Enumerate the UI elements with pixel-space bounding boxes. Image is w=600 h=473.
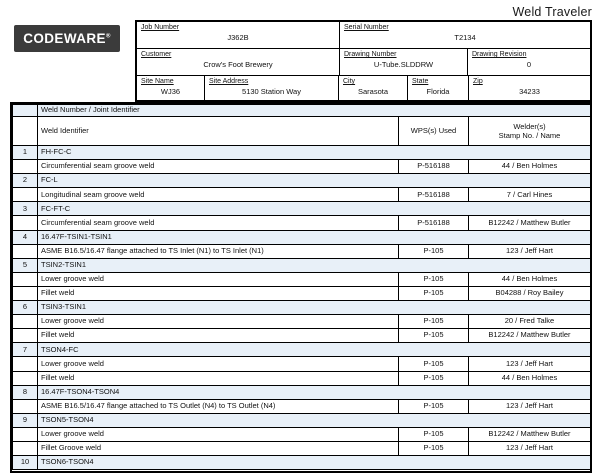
- weld-description: Fillet weld: [38, 371, 399, 385]
- weld-identifier: TSON4-FC: [38, 343, 591, 357]
- weld-detail-row: [13, 329, 591, 343]
- wps-value: P-105: [399, 441, 469, 455]
- drawing-number-cell: [340, 49, 468, 75]
- welder-value: 44 / Ben Holmes: [469, 371, 591, 385]
- row-number: 7: [13, 343, 38, 357]
- customer-value: Crow's Foot Brewery: [203, 60, 273, 69]
- weld-detail-row: [13, 427, 591, 441]
- weld-detail-row: [13, 286, 591, 300]
- site-address-value: 5130 Station Way: [242, 87, 301, 96]
- wps-value: P-105: [399, 244, 469, 258]
- row-number-empty: [13, 329, 38, 343]
- wps-value: P-105: [399, 371, 469, 385]
- wps-value: P-516188: [399, 216, 469, 230]
- welder-value: 123 / Jeff Hart: [469, 244, 591, 258]
- welder-value: 7 / Carl Hines: [469, 188, 591, 202]
- weld-table-body: [13, 105, 591, 470]
- row-number-empty: [13, 315, 38, 329]
- codeware-logo: [14, 25, 120, 52]
- weld-identifier: FH-FC-C: [38, 146, 591, 160]
- weld-group-row: [13, 385, 591, 399]
- welder-value: 44 / Ben Holmes: [469, 160, 591, 174]
- state-value: Florida: [426, 87, 450, 96]
- weld-identifier: TSIN2-TSIN1: [38, 258, 591, 272]
- weld-table: [10, 102, 592, 473]
- weld-detail-row: [13, 315, 591, 329]
- weld-description: Fillet Groove weld: [38, 441, 399, 455]
- wps-value: P-516188: [399, 160, 469, 174]
- weld-description: Longitudinal seam groove weld: [38, 188, 399, 202]
- row-number: 10: [13, 456, 38, 470]
- weld-description: Circumferential seam groove weld: [38, 160, 399, 174]
- weld-identifier: TSON5-TSON4: [38, 413, 591, 427]
- wps-value: P-105: [399, 399, 469, 413]
- registered-trademark-symbol: ®: [105, 33, 111, 40]
- city-value: Sarasota: [357, 87, 389, 96]
- row-number: 2: [13, 174, 38, 188]
- serial-number-label: Serial Number: [344, 24, 389, 31]
- welder-value: 123 / Jeff Hart: [469, 441, 591, 455]
- weld-detail-row: [13, 216, 591, 230]
- weld-identifier: FC-FT-C: [38, 202, 591, 216]
- weld-identifier: TSIN3-TSIN1: [38, 301, 591, 315]
- weld-identifier: FC-L: [38, 174, 591, 188]
- page-title: Weld Traveler: [512, 5, 592, 19]
- weld-group-row: [13, 456, 591, 470]
- zip-cell: [469, 76, 590, 102]
- zip-label: Zip: [473, 78, 483, 85]
- drawing-revision-label: Drawing Revision: [472, 51, 527, 58]
- serial-number-cell: [340, 22, 590, 48]
- row-number-empty: [13, 160, 38, 174]
- column-header-welder-line1: Welder(s): [513, 121, 546, 131]
- wps-value: P-516188: [399, 188, 469, 202]
- job-info-form: [135, 20, 592, 102]
- weld-group-row: [13, 413, 591, 427]
- row-number-empty: [13, 371, 38, 385]
- state-cell: [408, 76, 469, 102]
- welder-value: 44 / Ben Holmes: [469, 272, 591, 286]
- section-header-row: [13, 105, 591, 117]
- drawing-number-label: Drawing Number: [344, 51, 397, 58]
- city-label: City: [343, 78, 356, 85]
- row-number-header-empty: [13, 105, 38, 117]
- weld-detail-row: [13, 371, 591, 385]
- site-name-cell: [137, 76, 205, 102]
- customer-cell: [137, 49, 340, 75]
- weld-group-row: [13, 230, 591, 244]
- welder-value: B04288 / Roy Bailey: [469, 286, 591, 300]
- column-header-welder-line2: Stamp No. / Name: [498, 131, 561, 140]
- wps-value: P-105: [399, 329, 469, 343]
- column-header-wps-used: WPS(s) Used: [399, 117, 469, 146]
- weld-detail-row: [13, 357, 591, 371]
- weld-description: Fillet weld: [38, 329, 399, 343]
- row-number-empty: [13, 244, 38, 258]
- section-header-label: Weld Number / Joint Identifier: [38, 105, 591, 117]
- welder-value: 20 / Fred Talke: [469, 315, 591, 329]
- row-number-empty: [13, 216, 38, 230]
- welder-value: B12242 / Matthew Butler: [469, 427, 591, 441]
- welder-value: B12242 / Matthew Butler: [469, 329, 591, 343]
- weld-detail-row: [13, 244, 591, 258]
- weld-description: Lower groove weld: [38, 357, 399, 371]
- form-row-1: [137, 22, 590, 49]
- form-row-3: [137, 76, 590, 102]
- weld-group-row: [13, 174, 591, 188]
- weld-description: Fillet weld: [38, 286, 399, 300]
- row-number-empty: [13, 441, 38, 455]
- row-number: 3: [13, 202, 38, 216]
- weld-description: Circumferential seam groove weld: [38, 216, 399, 230]
- column-header-welder: [469, 117, 591, 146]
- weld-group-row: [13, 301, 591, 315]
- drawing-number-value: U-Tube.SLDDRW: [373, 60, 434, 69]
- weld-detail-row: [13, 441, 591, 455]
- row-number: 1: [13, 146, 38, 160]
- wps-value: P-105: [399, 315, 469, 329]
- weld-group-row: [13, 258, 591, 272]
- row-number-empty: [13, 286, 38, 300]
- weld-detail-row: [13, 272, 591, 286]
- wps-value: P-105: [399, 427, 469, 441]
- site-name-label: Site Name: [141, 78, 174, 85]
- weld-description: Lower groove weld: [38, 427, 399, 441]
- weld-detail-row: [13, 160, 591, 174]
- weld-identifier: 16.47F-TSON4-TSON4: [38, 385, 591, 399]
- row-number: 8: [13, 385, 38, 399]
- row-number: 4: [13, 230, 38, 244]
- weld-description: ASME B16.5/16.47 flange attached to TS Outlet (N4) to TS Outlet (N4): [38, 399, 399, 413]
- row-number: 5: [13, 258, 38, 272]
- welder-value: 123 / Jeff Hart: [469, 399, 591, 413]
- site-address-label: Site Address: [209, 78, 249, 85]
- job-number-cell: [137, 22, 340, 48]
- column-header-weld-identifier: Weld Identifier: [38, 117, 399, 146]
- weld-group-row: [13, 202, 591, 216]
- customer-label: Customer: [141, 51, 172, 58]
- row-number-empty: [13, 188, 38, 202]
- weld-group-row: [13, 146, 591, 160]
- weld-description: Lower groove weld: [38, 272, 399, 286]
- form-row-2: [137, 49, 590, 76]
- welder-value: B12242 / Matthew Butler: [469, 216, 591, 230]
- wps-value: P-105: [399, 286, 469, 300]
- site-address-cell: [205, 76, 339, 102]
- zip-value: 34233: [519, 87, 540, 96]
- weld-description: ASME B16.5/16.47 flange attached to TS Inlet (N1) to TS Inlet (N1): [38, 244, 399, 258]
- weld-identifier: TSON6-TSON4: [38, 456, 591, 470]
- weld-group-row: [13, 343, 591, 357]
- state-label: State: [412, 78, 429, 85]
- row-number: 9: [13, 413, 38, 427]
- row-number-empty: [13, 357, 38, 371]
- row-number-empty: [13, 272, 38, 286]
- row-number-empty: [13, 427, 38, 441]
- row-number-header-empty: [13, 117, 38, 146]
- weld-detail-row: [13, 399, 591, 413]
- codeware-logo-text: CODEWARE®: [23, 31, 111, 46]
- weld-detail-row: [13, 188, 591, 202]
- weld-identifier: 16.47F-TSIN1-TSIN1: [38, 230, 591, 244]
- drawing-revision-value: 0: [526, 60, 532, 69]
- job-number-label: Job Number: [141, 24, 180, 31]
- wps-value: P-105: [399, 357, 469, 371]
- wps-value: P-105: [399, 272, 469, 286]
- weld-description: Lower groove weld: [38, 315, 399, 329]
- welder-value: 123 / Jeff Hart: [469, 357, 591, 371]
- drawing-revision-cell: [468, 49, 590, 75]
- row-number: 6: [13, 301, 38, 315]
- city-cell: [339, 76, 408, 102]
- serial-number-value: T2134: [454, 33, 476, 42]
- site-name-value: WJ36: [160, 87, 181, 96]
- row-number-empty: [13, 399, 38, 413]
- job-number-value: J362B: [227, 33, 249, 42]
- column-header-row: [13, 117, 591, 146]
